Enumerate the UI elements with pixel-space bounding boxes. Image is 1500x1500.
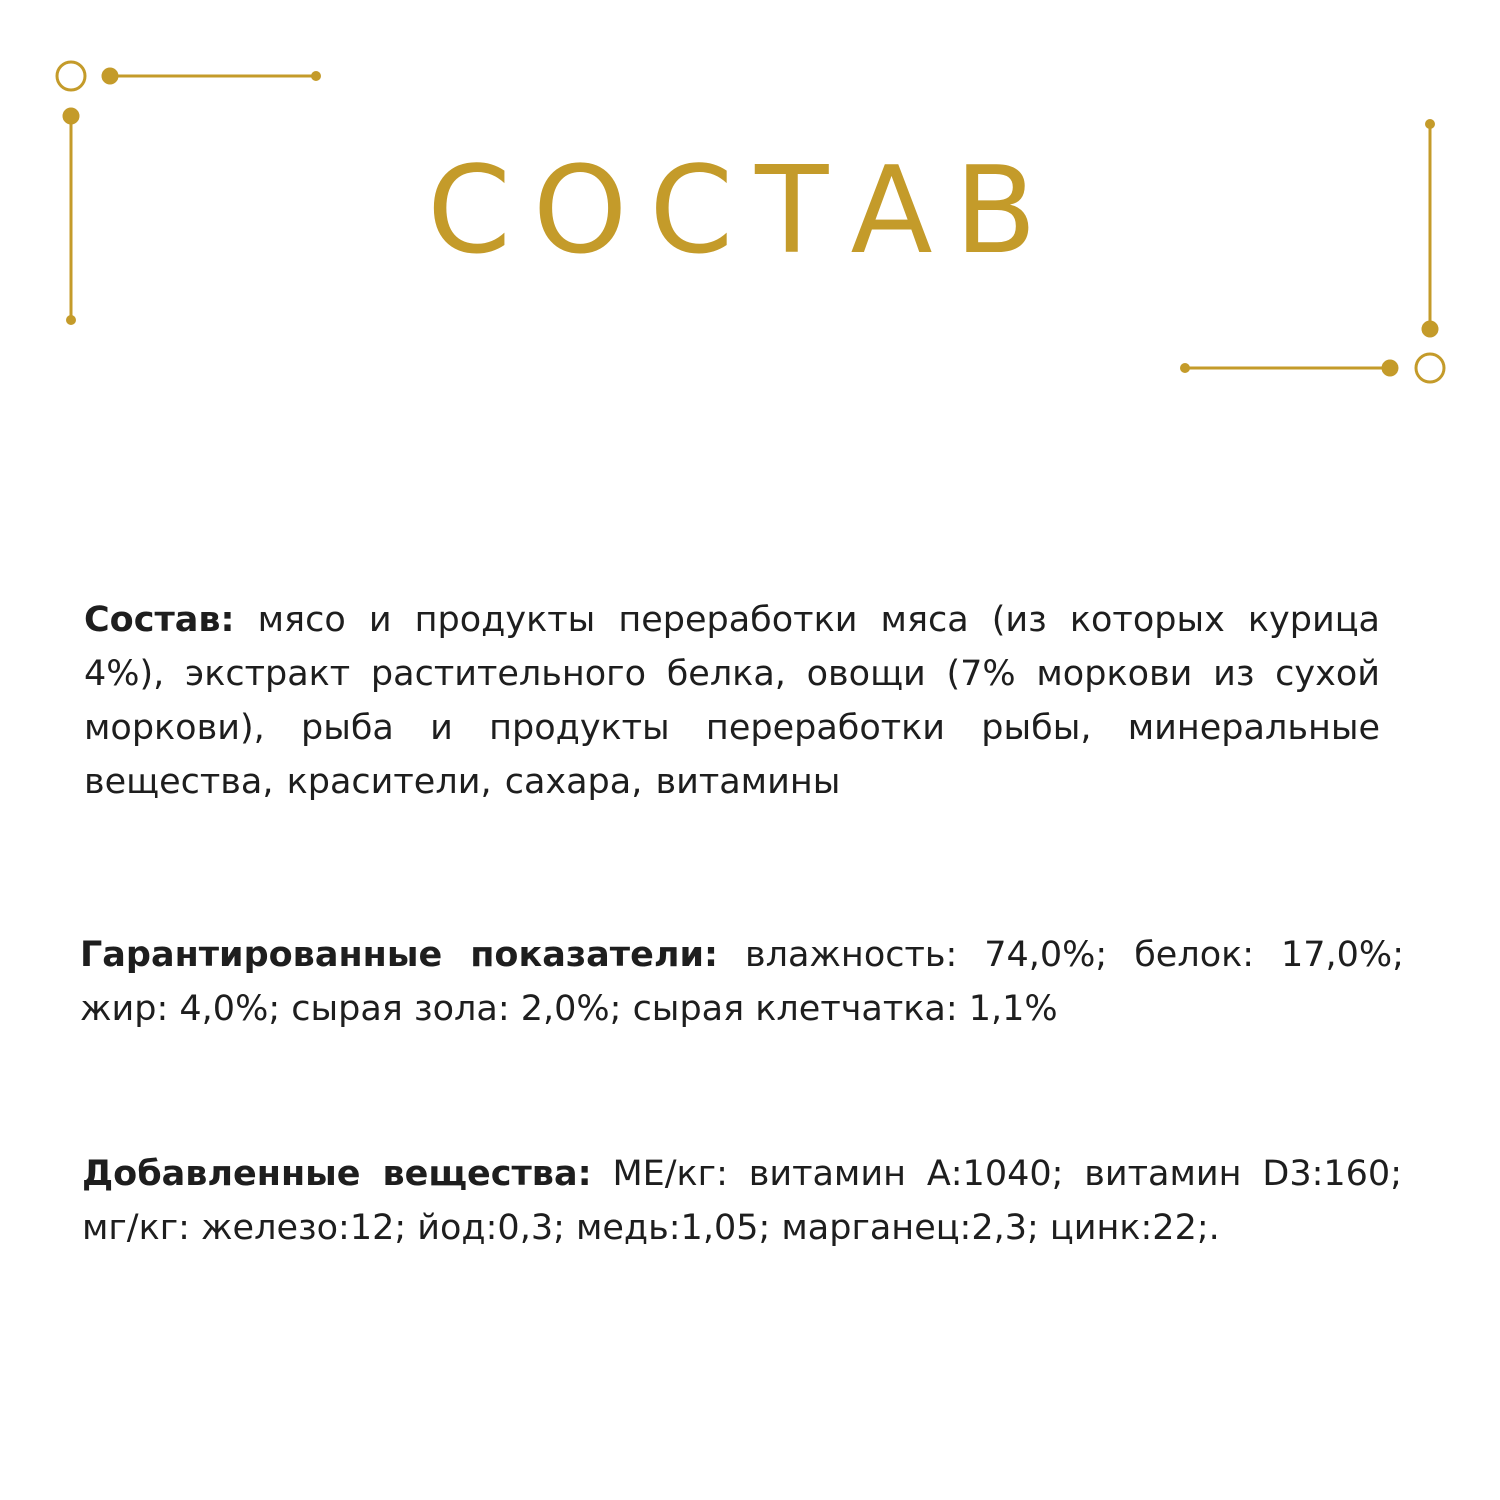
dot-icon <box>68 317 75 324</box>
dot-icon <box>1383 361 1397 375</box>
guaranteed-analysis-paragraph <box>80 928 1404 1036</box>
dot-icon <box>313 73 320 80</box>
dot-icon <box>64 109 78 123</box>
guaranteed-analysis-text: влажность: 74,0%; белок: 17,0%; жир: 4,0%; сырая зола: 2,0%; сырая клетчатка: 1,1% <box>80 935 1404 1029</box>
composition-text: мясо и продукты переработки мяса (из которых курица 4%), экстракт растительного белка, овощи (7% моркови из сухой моркови), рыба и продукты переработки рыбы, минеральные вещества, красители, сахара, витамины <box>84 600 1380 802</box>
dot-icon <box>1427 121 1434 128</box>
composition-paragraph <box>84 593 1380 809</box>
ring-icon <box>1416 354 1444 382</box>
composition-label: Состав: <box>84 600 235 640</box>
dot-icon <box>103 69 117 83</box>
additives-text: МЕ/кг: витамин А:1040; витамин D3:160; мг/кг: железо:12; йод:0,3; медь:1,05; марганец:2,3; цинк:22;. <box>82 1154 1402 1248</box>
page-title: СОСТАВ <box>427 142 1059 281</box>
ring-icon <box>57 62 85 90</box>
dot-icon <box>1423 322 1437 336</box>
additives-paragraph <box>82 1147 1402 1255</box>
additives-label: Добавленные вещества: <box>82 1154 592 1194</box>
dot-icon <box>1182 365 1189 372</box>
guaranteed-analysis-label: Гарантированные показатели: <box>80 935 718 975</box>
